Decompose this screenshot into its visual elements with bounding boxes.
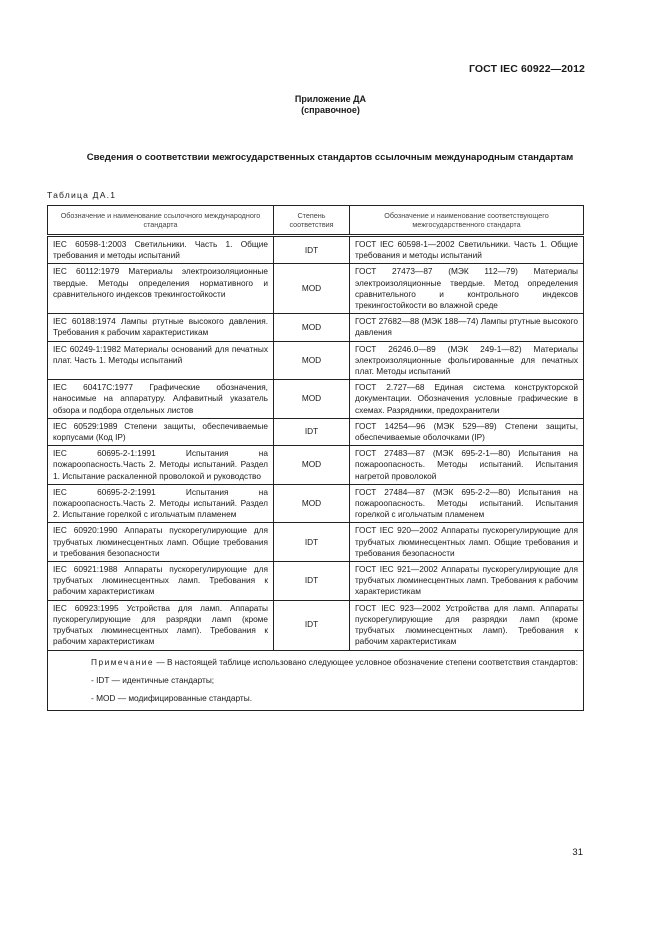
table-row xyxy=(48,418,584,445)
national-standard-cell: ГОСТ 26246.0—89 (МЭК 249-1—82) Материалы электроизоляционные фольгированные для печатных плат. Методы испытаний xyxy=(350,341,584,380)
table-row xyxy=(48,523,584,562)
table-label: Таблица ДА.1 xyxy=(47,190,117,200)
column-header-national: Обозначение и наименование соответствующего межгосударственного стандарта xyxy=(350,206,584,236)
international-standard-cell: IEC 60923:1995 Устройства для ламп. Аппараты пускорегулирующие для разрядки ламп (кроме трубчатых люминесцентных ламп). Требования к рабочим характеристикам xyxy=(48,600,274,650)
degree-cell: IDT xyxy=(274,562,350,601)
degree-cell: MOD xyxy=(274,446,350,485)
international-standard-cell: IEC 60695-2-2:1991 Испытания на пожароопасность.Часть 2. Методы испытаний. Раздел 2. Испытание горелкой с игольчатым пламенем xyxy=(48,484,274,523)
column-header-degree: Степень соответствия xyxy=(274,206,350,236)
degree-cell: IDT xyxy=(274,418,350,445)
table-row xyxy=(48,236,584,264)
degree-cell: MOD xyxy=(274,380,350,419)
table-header-row xyxy=(48,206,584,236)
table-row xyxy=(48,341,584,380)
table-row xyxy=(48,380,584,419)
international-standard-cell: IEC 60598-1:2003 Светильники. Часть 1. Общие требования и методы испытаний xyxy=(48,236,274,264)
table-row xyxy=(48,562,584,601)
national-standard-cell: ГОСТ 27473—87 (МЭК 112—79) Материалы электроизоляционные твердые. Метод определения сравнительного и контрольного индексов трекингостойкости во влажной среде xyxy=(350,264,584,314)
degree-cell: MOD xyxy=(274,264,350,314)
international-standard-cell: IEC 60417C:1977 Графические обозначения, наносимые на аппаратуру. Алфавитный указатель обзора и подбора отдельных листов xyxy=(48,380,274,419)
degree-cell: IDT xyxy=(274,236,350,264)
international-standard-cell: IEC 60695-2-1:1991 Испытания на пожароопасность.Часть 2. Методы испытаний. Раздел 1. Испытание раскаленной проволокой и руководство xyxy=(48,446,274,485)
national-standard-cell: ГОСТ IEC 923—2002 Устройства для ламп. Аппараты пускорегулирующие для разрядки ламп (кроме трубчатых люминесцентных ламп). Требования к рабочим характеристикам xyxy=(350,600,584,650)
degree-cell: IDT xyxy=(274,600,350,650)
international-standard-cell: IEC 60921:1988 Аппараты пускорегулирующие для трубчатых люминесцентных ламп. Требования к рабочим характеристикам xyxy=(48,562,274,601)
national-standard-cell: ГОСТ IEC 921—2002 Аппараты пускорегулирующие для трубчатых люминесцентных ламп. Требования к рабочим характеристикам xyxy=(350,562,584,601)
national-standard-cell: ГОСТ 2.727—68 Единая система конструкторской документации. Обозначения условные графические в схемах. Разрядники, предохранители xyxy=(350,380,584,419)
note-body: — В настоящей таблице использовано следующее условное обозначение степени соответствия стандартов: xyxy=(154,656,578,667)
annex-subtitle: (справочное) xyxy=(301,105,360,115)
correspondence-table xyxy=(47,205,584,711)
table-note xyxy=(48,650,584,711)
table-note-row xyxy=(48,650,584,711)
table-row xyxy=(48,600,584,650)
note-item-mod: - MOD — модифицированные стандарты. xyxy=(91,692,253,703)
national-standard-cell: ГОСТ 27682—88 (МЭК 188—74) Лампы ртутные высокого давления xyxy=(350,314,584,341)
table-row xyxy=(48,484,584,523)
national-standard-cell: ГОСТ 14254—96 (МЭК 529—89) Степени защиты, обеспечиваемые оболочками (IP) xyxy=(350,418,584,445)
table-row xyxy=(48,314,584,341)
document-code: ГОСТ IEC 60922—2012 xyxy=(468,63,585,75)
note-text xyxy=(53,657,578,668)
degree-cell: IDT xyxy=(274,523,350,562)
national-standard-cell: ГОСТ IEC 920—2002 Аппараты пускорегулирующие для трубчатых люминесцентных ламп. Общие требования и требования безопасности xyxy=(350,523,584,562)
annex-heading xyxy=(0,94,661,116)
note-label: Примечание xyxy=(91,656,155,667)
table-row xyxy=(48,446,584,485)
degree-cell: MOD xyxy=(274,484,350,523)
note-item-idt: - IDT — идентичные стандарты; xyxy=(91,674,215,685)
degree-cell: MOD xyxy=(274,314,350,341)
national-standard-cell: ГОСТ IEC 60598-1—2002 Светильники. Часть 1. Общие требования и методы испытаний xyxy=(350,236,584,264)
column-header-international: Обозначение и наименование ссылочного международного стандарта xyxy=(48,206,274,236)
national-standard-cell: ГОСТ 27483—87 (МЭК 695-2-1—80) Испытания на пожароопасность. Методы испытаний. Испытания нагретой проволокой xyxy=(350,446,584,485)
international-standard-cell: IEC 60112:1979 Материалы электроизоляционные твердые. Методы определения нормативного и сравнительного индексов трекингостойкости xyxy=(48,264,274,314)
international-standard-cell: IEC 60249-1:1982 Материалы оснований для печатных плат. Часть 1. Методы испытаний xyxy=(48,341,274,380)
section-title: Сведения о соответствии межгосударственных стандартов ссылочным международным стандартам xyxy=(86,152,574,163)
page-number: 31 xyxy=(572,847,583,858)
degree-cell: MOD xyxy=(274,341,350,380)
table-row xyxy=(48,264,584,314)
international-standard-cell: IEC 60188:1974 Лампы ртутные высокого давления. Требования к рабочим характеристикам xyxy=(48,314,274,341)
annex-title: Приложение ДА xyxy=(294,94,367,104)
international-standard-cell: IEC 60529:1989 Степени защиты, обеспечиваемые корпусами (Код IP) xyxy=(48,418,274,445)
national-standard-cell: ГОСТ 27484—87 (МЭК 695-2-2—80) Испытания на пожароопасность. Методы испытаний. Испытания горелкой с игольчатым пламенем xyxy=(350,484,584,523)
international-standard-cell: IEC 60920:1990 Аппараты пускорегулирующие для трубчатых люминесцентных ламп. Общие требования и требования безопасности xyxy=(48,523,274,562)
